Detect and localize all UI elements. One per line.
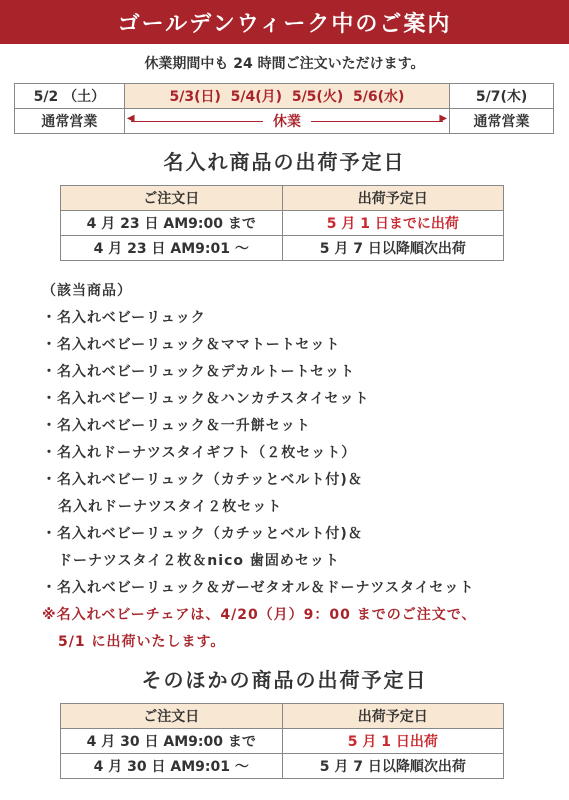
banner-title: ゴールデンウィーク中のご案内	[117, 11, 452, 37]
closed-label: 休業	[263, 114, 311, 130]
schedule-status-row	[15, 109, 554, 134]
date-label: 5/6(水)	[352, 89, 405, 105]
remark-line: ※名入れベビーチェアは、4/20（月）9：00 までのご注文で、	[42, 607, 477, 623]
list-item: ・名入れベビーリュック＆ガーゼタオル＆ドーナツスタイセット	[42, 580, 475, 596]
order-date-cell: 4 月 30 日 AM9:00 まで	[61, 729, 283, 754]
product-list	[42, 278, 557, 656]
section1-table	[60, 185, 504, 261]
table-row	[61, 236, 504, 261]
list-item: ・名入れベビーリュック（カチッとベルト付)＆	[42, 526, 363, 542]
table-header-row	[61, 186, 504, 211]
status-cell: 通常営業	[450, 109, 554, 134]
section1-title: 名入れ商品の出荷予定日	[163, 150, 406, 174]
list-item-continued: ドーナツスタイ２枚＆nico 歯固めセット	[58, 553, 340, 569]
ship-date-cell: 5 月 1 日までに出荷	[282, 211, 503, 236]
date-label: 5/4(月)	[230, 89, 283, 105]
arrow-left-icon: ◀	[126, 113, 135, 124]
table-row	[61, 729, 504, 754]
section2-title: そのほかの商品の出荷予定日	[141, 668, 428, 692]
ship-date-cell: 5 月 1 日出荷	[282, 729, 503, 754]
date-cell: 5/7(木)	[450, 84, 554, 109]
status-cell: 通常営業	[15, 109, 125, 134]
list-item: ・名入れベビーリュック＆一升餅セット	[42, 418, 311, 434]
list-item: ・名入れベビーリュック	[42, 310, 206, 326]
date-label: 5/3(日)	[169, 89, 221, 105]
ship-date-cell: 5 月 7 日以降順次出荷	[282, 754, 503, 779]
order-note: 休業期間中も 24 時間ご注文いただけます。	[144, 56, 425, 72]
section2-table	[60, 703, 504, 779]
date-cell: 5/2 （土）	[15, 84, 125, 109]
date-label: 5/5(火)	[291, 89, 344, 105]
header-cell: ご注文日	[61, 186, 283, 211]
list-item: ・名入れベビーリュック（カチッとベルト付)＆	[42, 472, 363, 488]
arrow-right-icon: ▶	[439, 113, 448, 124]
table-header-row	[61, 704, 504, 729]
order-date-cell: 4 月 23 日 AM9:01 ～	[61, 236, 283, 261]
list-item: ・名入れベビーリュック＆ハンカチスタイセット	[42, 391, 370, 407]
closed-period-cell	[124, 109, 449, 134]
ship-date-cell: 5 月 7 日以降順次出荷	[282, 236, 503, 261]
remark-line-continued: 5/1 に出荷いたします。	[58, 634, 226, 650]
header-cell: 出荷予定日	[282, 186, 503, 211]
header-cell: 出荷予定日	[282, 704, 503, 729]
holiday-schedule-table	[14, 83, 554, 134]
page-banner	[0, 0, 569, 44]
schedule-date-row	[15, 84, 554, 109]
order-date-cell: 4 月 23 日 AM9:00 まで	[61, 211, 283, 236]
header-cell: ご注文日	[61, 704, 283, 729]
list-item: ・名入れドーナツスタイギフト（２枚セット）	[42, 445, 357, 461]
table-row	[61, 211, 504, 236]
holiday-dates-cell	[124, 84, 449, 109]
product-list-heading: （該当商品）	[42, 283, 132, 299]
list-item: ・名入れベビーリュック＆デカルトートセット	[42, 364, 356, 380]
list-item-continued: 名入れドーナツスタイ２枚セット	[58, 499, 283, 515]
order-date-cell: 4 月 30 日 AM9:01 ～	[61, 754, 283, 779]
table-row	[61, 754, 504, 779]
list-item: ・名入れベビーリュック＆ママトートセット	[42, 337, 341, 353]
